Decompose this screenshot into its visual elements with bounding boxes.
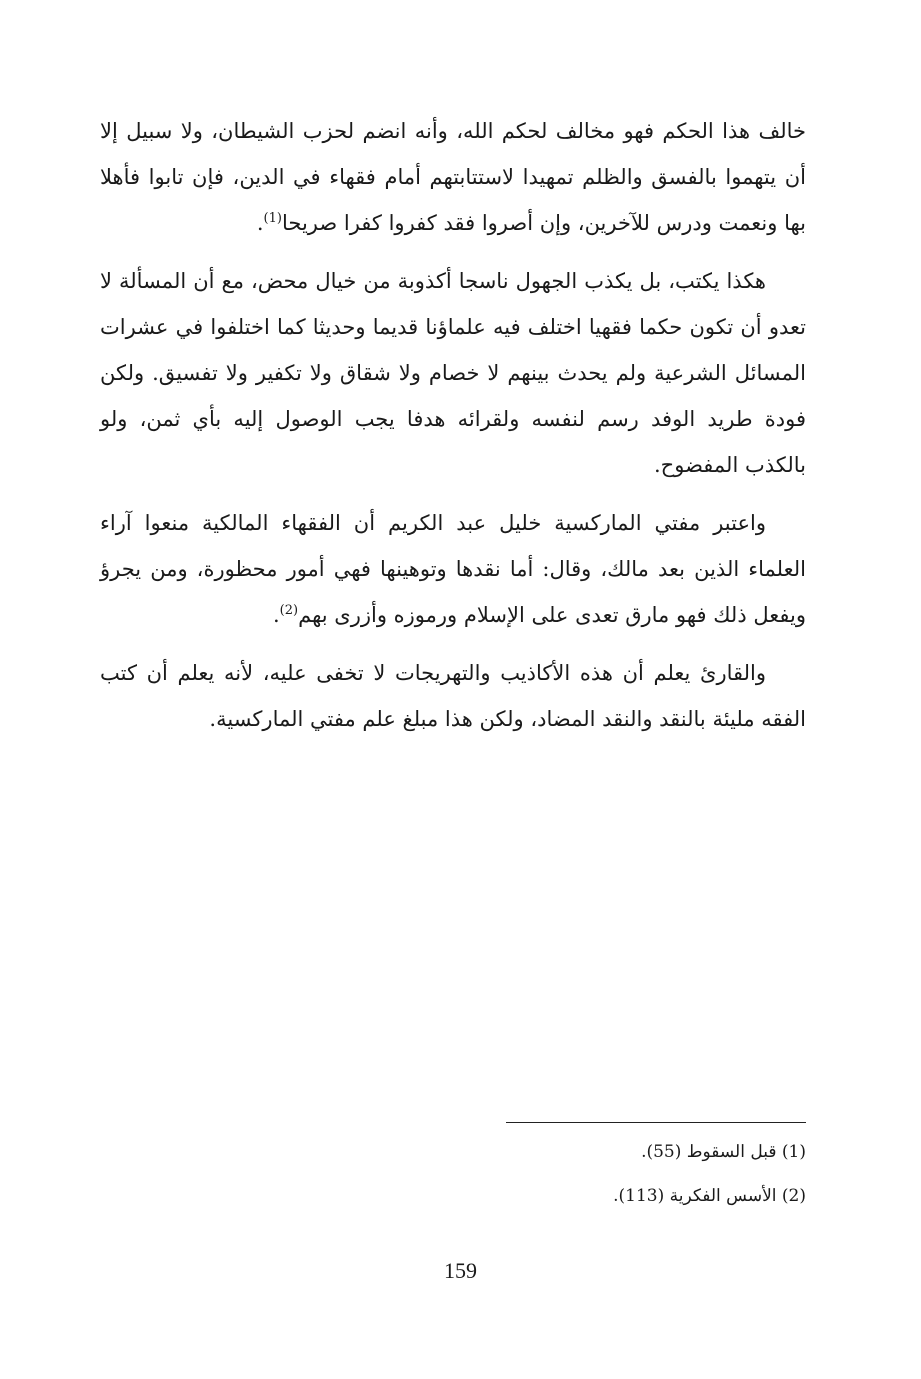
paragraph-3-text: واعتبر مفتي الماركسية خليل عبد الكريم أن الفقهاء المالكية منعوا آراء العلماء الذين بعد مالك، وقال: أما نقدها وتوهينها فهي أمور محظورة، ومن يجرؤ ويفعل ذلك فهو مارق تعدى على الإسلام ورموزه وأزرى بهم — [100, 511, 806, 627]
paragraph-4 — [100, 650, 806, 742]
paragraph-3 — [100, 500, 806, 638]
footnote-ref-2[interactable]: (2) — [279, 603, 299, 618]
footnote-ref-1[interactable]: (1) — [263, 211, 282, 226]
footnotes — [406, 1140, 806, 1228]
paragraph-1-text: خالف هذا الحكم فهو مخالف لحكم الله، وأنه انضم لحزب الشيطان، ولا سبيل إلا أن يتهموا بالفسق والظلم تمهيدا لاستتابتهم أمام فقهاء في الدين، فإن تابوا فأهلا بها ونعمت ودرس للآخرين، وإن أصروا فقد كفروا كفرا صريحا — [100, 119, 806, 235]
page-number: 159 — [444, 1258, 477, 1283]
paragraph-1-tail: . — [256, 211, 264, 235]
footnote-divider — [506, 1122, 806, 1123]
paragraph-2-text: هكذا يكتب، بل يكذب الجهول ناسجا أكذوبة من خيال محض، مع أن المسألة لا تعدو أن تكون حكما فقهيا اختلف فيه علماؤنا قديما وحديثا كما اختلفوا في عشرات المسائل الشرعية ولم يحدث بينهم لا خصام ولا شقاق ولا تكفير ولا تفسيق. ولكن فودة طريد الوفد رسم لنفسه ولقرائه هدفا يجب الوصول إليه بأي ثمن، ولو بالكذب المفضوح. — [100, 269, 806, 477]
paragraph-1 — [100, 108, 806, 246]
footnote-2: (2) الأسس الفكرية (113). — [613, 1186, 806, 1206]
footnote-1: (1) قبل السقوط (55). — [641, 1142, 806, 1162]
paragraph-2 — [100, 258, 806, 488]
paragraph-4-text: والقارئ يعلم أن هذه الأكاذيب والتهريجات لا تخفى عليه، لأنه يعلم أن كتب الفقه مليئة بالنقد والنقد المضاد، ولكن هذا مبلغ علم مفتي الماركسية. — [100, 661, 806, 731]
paragraph-3-tail: . — [272, 603, 280, 627]
main-text — [100, 108, 806, 754]
